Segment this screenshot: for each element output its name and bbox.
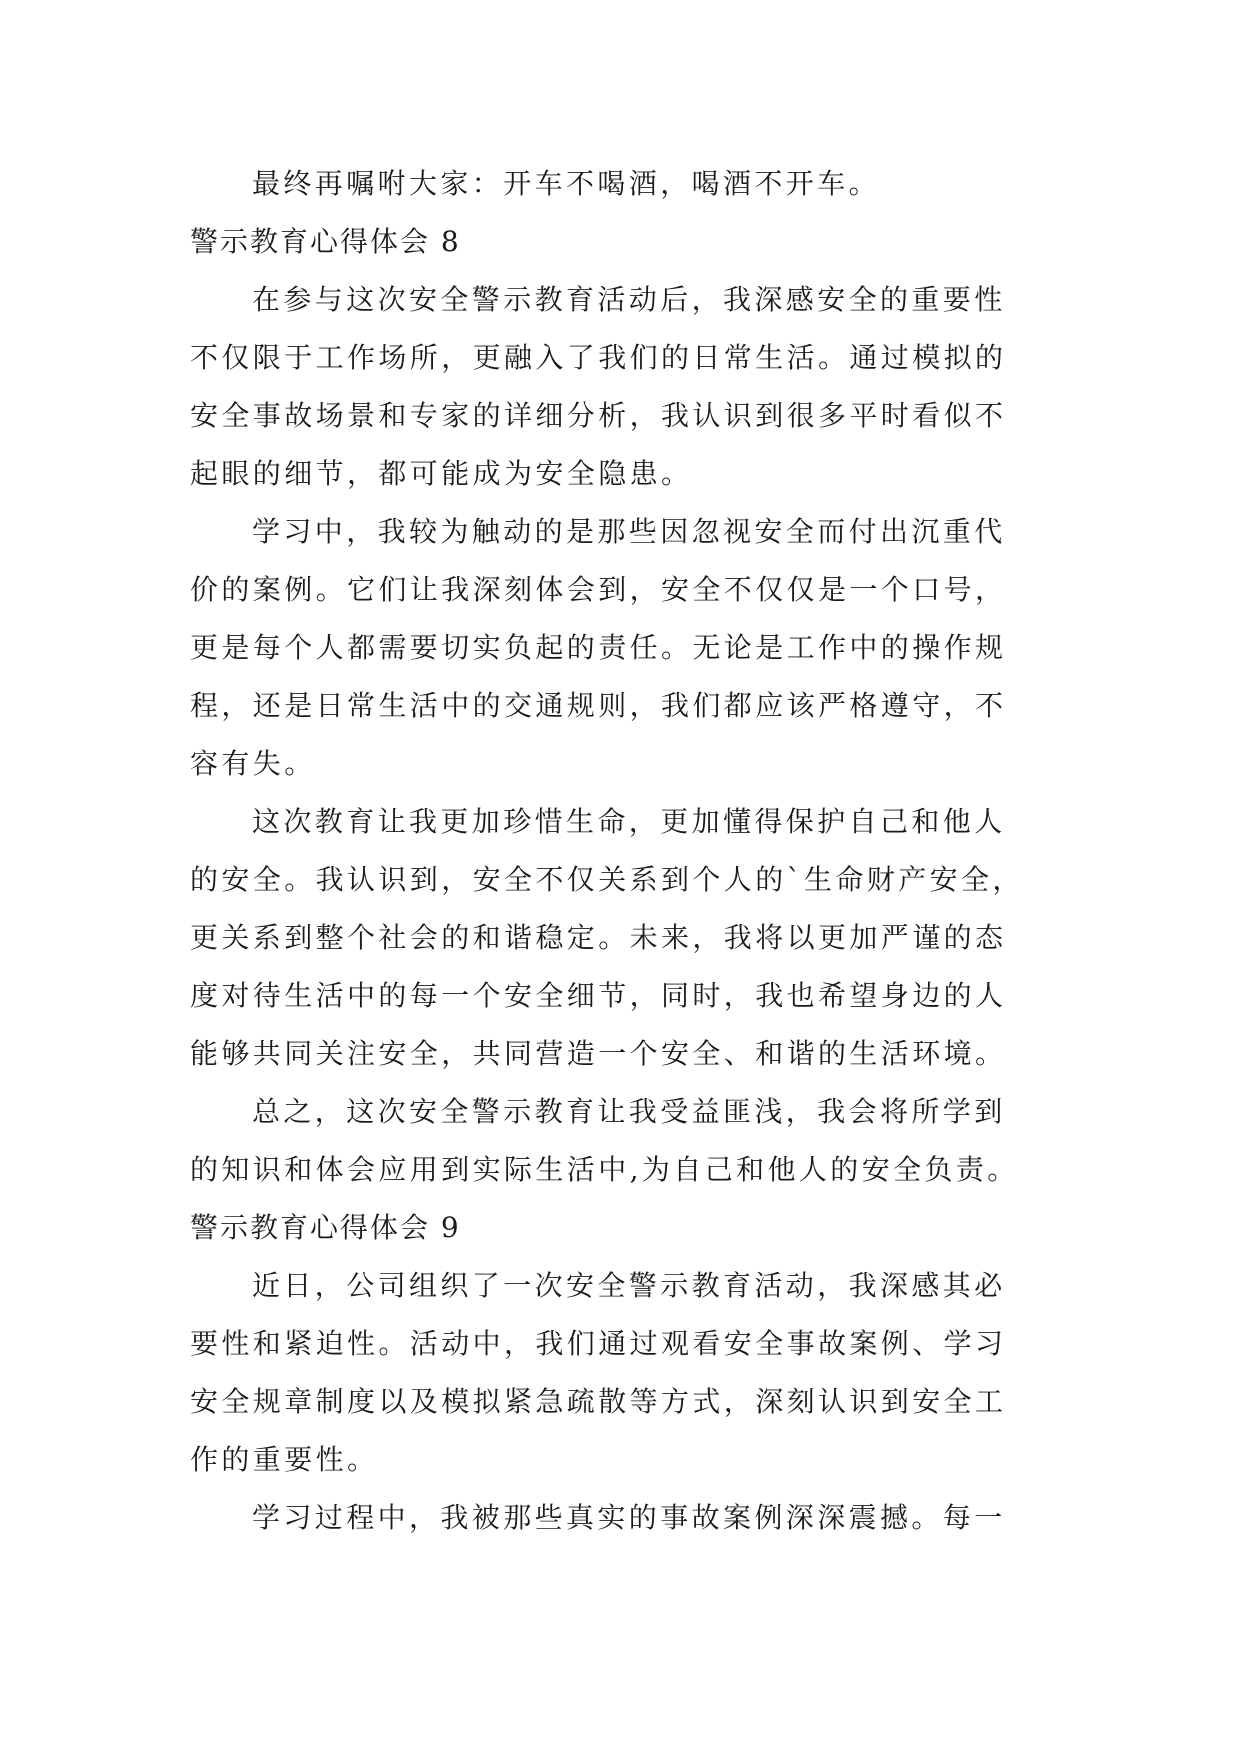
text-line: 程，还是日常生活中的交通规则，我们都应该严格遵守，不 <box>190 689 1007 722</box>
text-line: 总之，这次安全警示教育让我受益匪浅，我会将所学到 <box>252 1095 1006 1128</box>
text-line: 度对待生活中的每一个安全细节，同时，我也希望身边的人 <box>190 979 1007 1012</box>
text-line: 在参与这次安全警示教育活动后，我深感安全的重要性 <box>252 283 1006 316</box>
text-line: 作的重要性。 <box>190 1443 379 1476</box>
text-line: 学习中，我较为触动的是那些因忽视安全而付出沉重代 <box>252 515 1006 548</box>
text-line: 学习过程中，我被那些真实的事故案例深深震撼。每一 <box>252 1501 1006 1534</box>
document-body <box>190 155 1070 1547</box>
section-heading: 警示教育心得体会 9 <box>190 1211 461 1244</box>
text-line: 容有失。 <box>190 747 316 780</box>
text-line: 安全事故场景和专家的详细分析，我认识到很多平时看似不 <box>190 399 1007 432</box>
text-line: 最终再嘱咐大家：开车不喝酒，喝酒不开车。 <box>252 167 881 200</box>
text-line: 的知识和体会应用到实际生活中,为自己和他人的安全负责。 <box>190 1153 1019 1186</box>
text-line: 不仅限于工作场所，更融入了我们的日常生活。通过模拟的 <box>190 341 1007 374</box>
text-line: 的安全。我认识到，安全不仅关系到个人的`生命财产安全， <box>190 863 1024 896</box>
text-line: 起眼的细节，都可能成为安全隐患。 <box>190 457 693 490</box>
section-heading: 警示教育心得体会 8 <box>190 225 461 258</box>
text-line: 能够共同关注安全，共同营造一个安全、和谐的生活环境。 <box>190 1037 1007 1070</box>
text-line: 价的案例。它们让我深刻体会到，安全不仅仅是一个口号， <box>190 573 1007 606</box>
text-line: 更是每个人都需要切实负起的责任。无论是工作中的操作规 <box>190 631 1007 664</box>
text-line: 这次教育让我更加珍惜生命，更加懂得保护自己和他人 <box>252 805 1006 838</box>
text-line: 近日，公司组织了一次安全警示教育活动，我深感其必 <box>252 1269 1006 1302</box>
text-line: 要性和紧迫性。活动中，我们通过观看安全事故案例、学习 <box>190 1327 1007 1360</box>
text-line: 更关系到整个社会的和谐稳定。未来，我将以更加严谨的态 <box>190 921 1007 954</box>
text-line: 安全规章制度以及模拟紧急疏散等方式，深刻认识到安全工 <box>190 1385 1007 1418</box>
